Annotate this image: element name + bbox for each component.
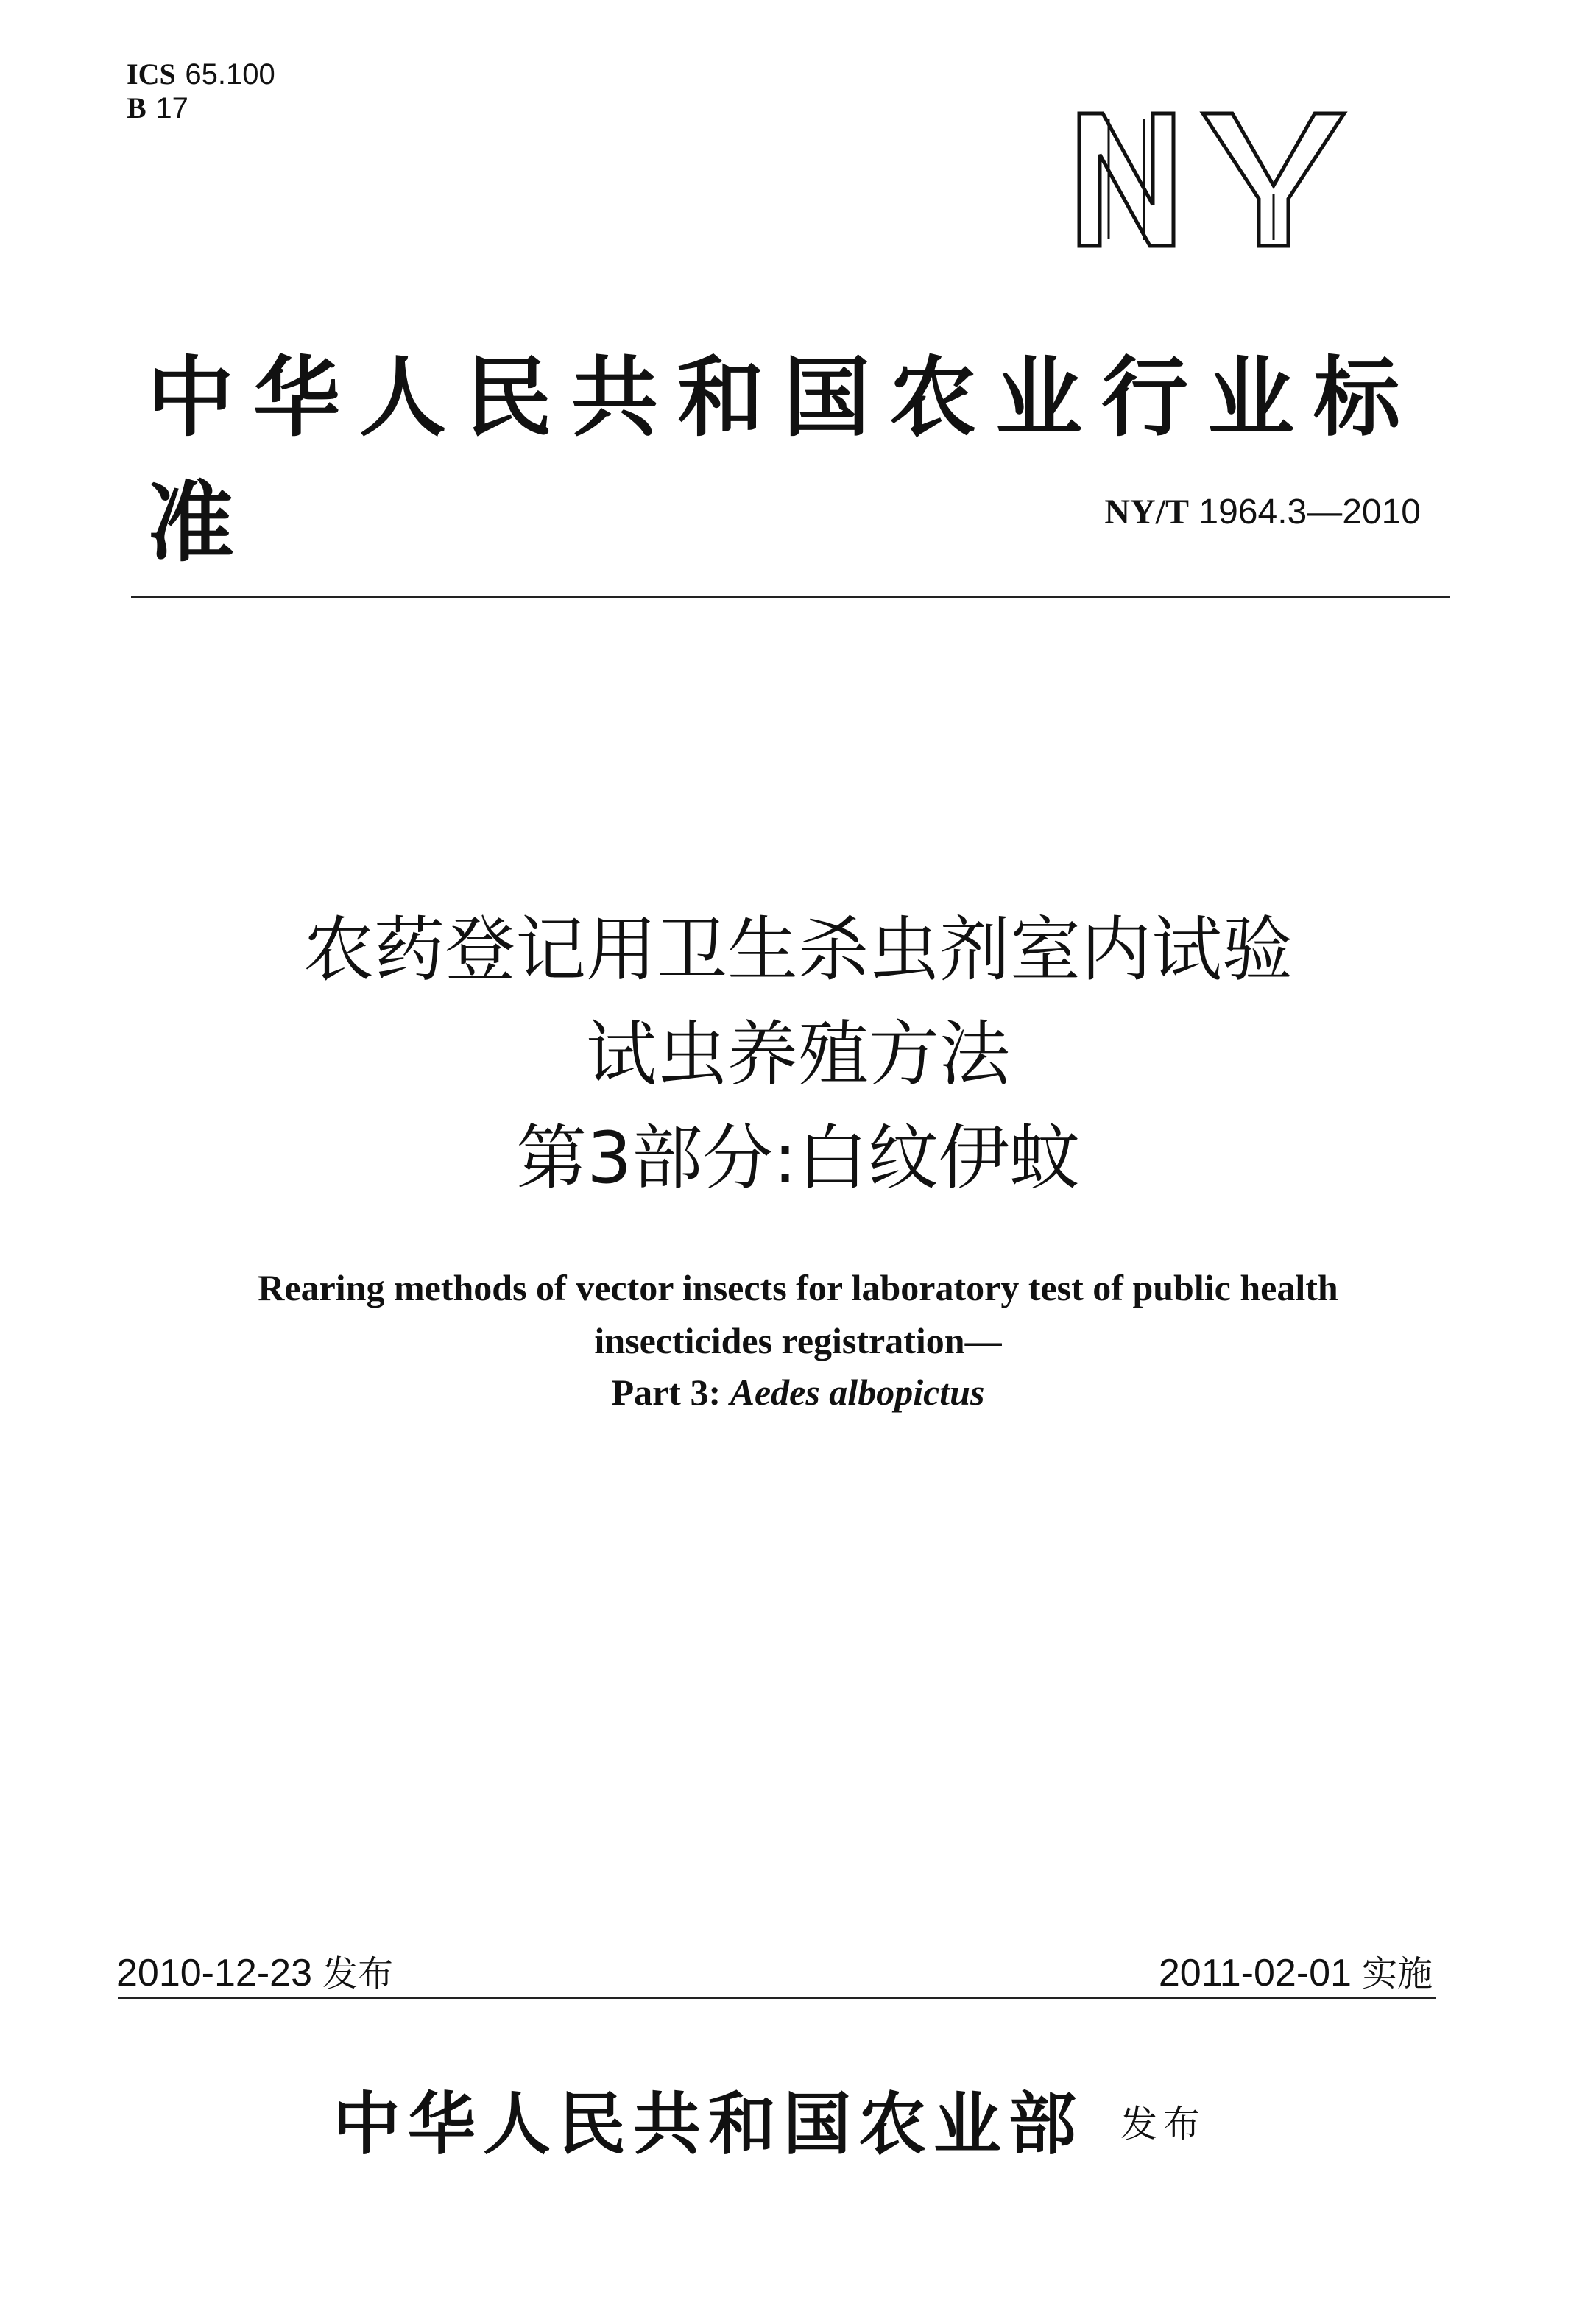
publisher-name: 中华人民共和国农业部	[333, 2084, 1084, 2164]
title-en-part: Part 3:	[611, 1372, 721, 1413]
issue-date-block	[116, 1945, 393, 1996]
top-divider	[131, 596, 1450, 598]
ccs-label: B	[127, 91, 146, 124]
ics-label: ICS	[127, 57, 176, 91]
ccs-line	[127, 91, 275, 125]
issue-date: 2010-12-23	[116, 1952, 312, 1994]
implement-date: 2011-02-01	[1158, 1952, 1352, 1994]
title-zh-line2: 试虫养殖方法	[586, 1013, 1010, 1096]
title-zh-line1: 农药登记用卫生杀虫剂室内试验	[303, 909, 1293, 991]
classification-codes	[127, 57, 275, 125]
gov-standard-title: 中华人民共和国农业行业标准	[147, 346, 1420, 574]
title-zh-line3: 第3部分:白纹伊蚊	[516, 1117, 1080, 1199]
ccs-value: 17	[155, 92, 188, 124]
ny-logo	[1076, 109, 1349, 249]
standard-number	[1031, 492, 1421, 532]
title-en-species: Aedes albopictus	[730, 1372, 985, 1413]
implement-label: 实施	[1361, 1953, 1433, 1994]
title-en-line2: insecticides registration—	[594, 1320, 1002, 1361]
standard-prefix: NY/T	[1104, 493, 1190, 532]
issue-label: 发布	[322, 1953, 394, 1994]
ics-value: 65.100	[185, 58, 275, 91]
ics-line	[127, 57, 275, 91]
bottom-divider	[118, 1997, 1436, 1999]
title-en-line1: Rearing methods of vector insects for laboratory test of public health	[258, 1267, 1338, 1308]
implement-date-block	[1159, 1945, 1433, 1996]
standard-code: 1964.3—2010	[1198, 493, 1421, 532]
logo-text: NY	[1076, 109, 1078, 110]
title-en-line3	[103, 1374, 1493, 1411]
publish-label: 发布	[1120, 2103, 1206, 2145]
